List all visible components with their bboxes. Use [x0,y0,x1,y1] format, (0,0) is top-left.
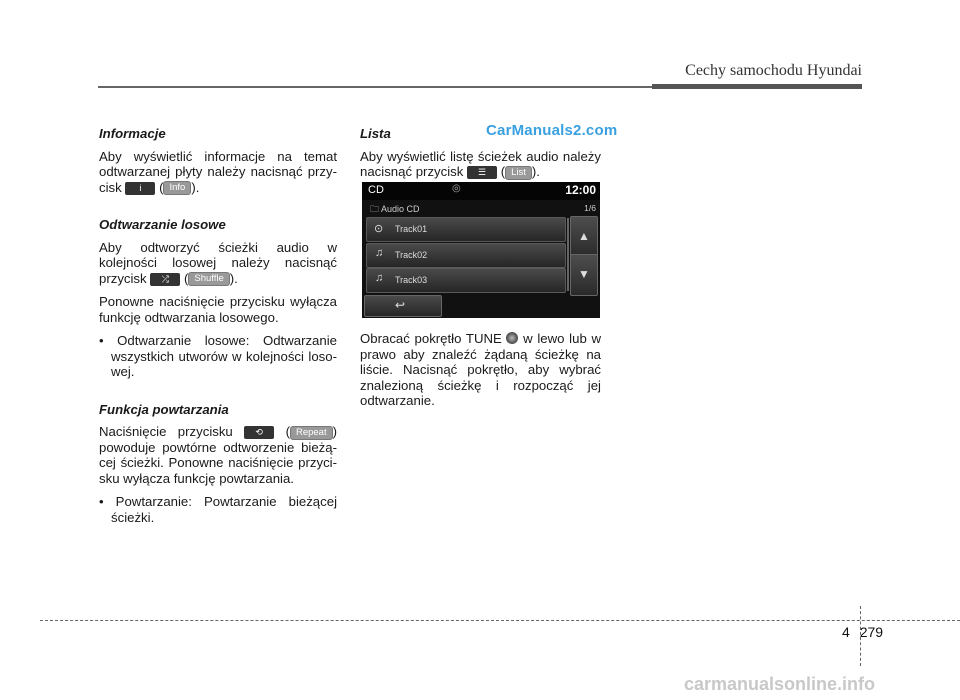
back-arrow-icon: ↩ [395,298,406,312]
info-icon: i [125,182,155,195]
repeat-text: Naciśnięcie przycisku [99,424,233,440]
list-button: List [505,166,532,180]
music-note-icon: ♫ [375,247,384,259]
footer-rule [40,620,960,621]
tune-text-rest: w lewo lub w prawo aby znaleźć żądaną ścieżkę na liście. Nacisnąć pokrętło, aby wybrać znalezioną ścieżkę i rozpocząć jej odtwarzanie. [360,331,601,408]
paren-open: ( [159,179,164,195]
repeat-icon: ⟲ [244,426,274,439]
shuffle-bullet: • Odtwarzanie losowe: Odtwarzanie wszystkich utworów w kolejności loso-wej. [99,333,337,380]
shuffle-button: Shuffle [188,272,229,286]
track-name: Track01 [395,224,428,234]
page-number [842,624,883,640]
repeat-text-end: ) powoduje powtórne odtworzenie bieżą-cej ścieżki. Ponowne naciśnięcie przyci-sku wyłącza funkcję powtarzania. [99,424,338,486]
informacje-text: Aby wyświetlić informacje na temat odtwarzanej płyty należy nacisnąć przy-cisk [99,148,337,195]
left-column [99,126,337,547]
back-button[interactable] [364,295,442,317]
informacje-text-end: ). [191,179,200,195]
header-accent-bar [652,84,862,89]
source-label: CD [368,184,384,196]
track-name: Track03 [395,275,428,285]
shuffle-paragraph [99,240,337,287]
disc-icon: ◎ [452,183,461,194]
repeat-button: Repeat [290,426,333,440]
lista-paragraph [360,149,601,180]
screen-status-bar [362,182,600,200]
lista-text: Aby wyświetlić listę ścieżek audio należy nacisnąć przycisk [360,148,601,179]
heading-lista: Lista [360,126,391,141]
watermark: CarManuals2.com [486,122,618,139]
repeat-paragraph [99,424,337,486]
track-row[interactable] [366,243,566,268]
scroll-up-button[interactable] [570,216,598,258]
informacje-paragraph [99,149,337,196]
scroll-down-button[interactable] [570,254,598,296]
folder-row [370,202,420,218]
right-column [360,126,601,188]
section-shuffle [99,217,337,380]
arrow-up-icon: ▲ [578,229,590,243]
info-button: Info [163,181,191,195]
section-informacje [99,126,337,195]
folder-icon: 🗀 [370,204,380,214]
arrow-down-icon: ▼ [578,267,590,281]
scrollbar[interactable] [567,218,569,291]
shuffle-text-end: ). [229,270,238,286]
heading-informacje: Informacje [99,126,166,141]
heading-shuffle: Odtwarzanie losowe [99,217,226,233]
clock: 12:00 [565,183,596,197]
tune-text: Obracać pokrętło TUNE [360,331,502,346]
tune-paragraph [360,331,601,409]
heading-repeat: Funkcja powtarzania [99,401,229,417]
header-title: Cechy samochodu Hyundai [685,62,862,79]
track-position: 1/6 [584,203,596,213]
paren-open: ( [500,164,506,179]
list-icon: ☰ [467,166,497,179]
play-icon: ⊙ [374,223,384,235]
shuffle-text: Aby odtworzyć ścieżki audio w kolejności losowej należy nacisnąć przycisk [99,239,337,286]
track-row[interactable] [366,217,566,242]
track-row[interactable] [366,268,566,293]
chapter-number: 4 [842,624,850,640]
cd-screen [362,182,600,318]
lista-text-end: ). [531,164,540,179]
tune-paragraph-block [360,331,601,417]
paren-open: ( [183,270,189,286]
section-repeat [99,402,337,526]
music-note-icon: ♫ [375,272,384,284]
repeat-bullet: • Powtarzanie: Powtarzanie bieżącej ścieżki. [99,494,337,525]
tune-knob-icon [506,332,518,344]
track-name: Track02 [395,250,428,260]
shuffle-icon: ⤮ [150,273,180,286]
folder-label: Audio CD [381,204,420,214]
shuffle-paragraph-2: Ponowne naciśnięcie przycisku wyłącza funkcję odtwarzania losowego. [99,294,337,325]
page-number-value: 279 [859,624,884,640]
site-watermark: carmanualsonline.info [684,674,876,694]
paren-open: ( [285,424,290,440]
